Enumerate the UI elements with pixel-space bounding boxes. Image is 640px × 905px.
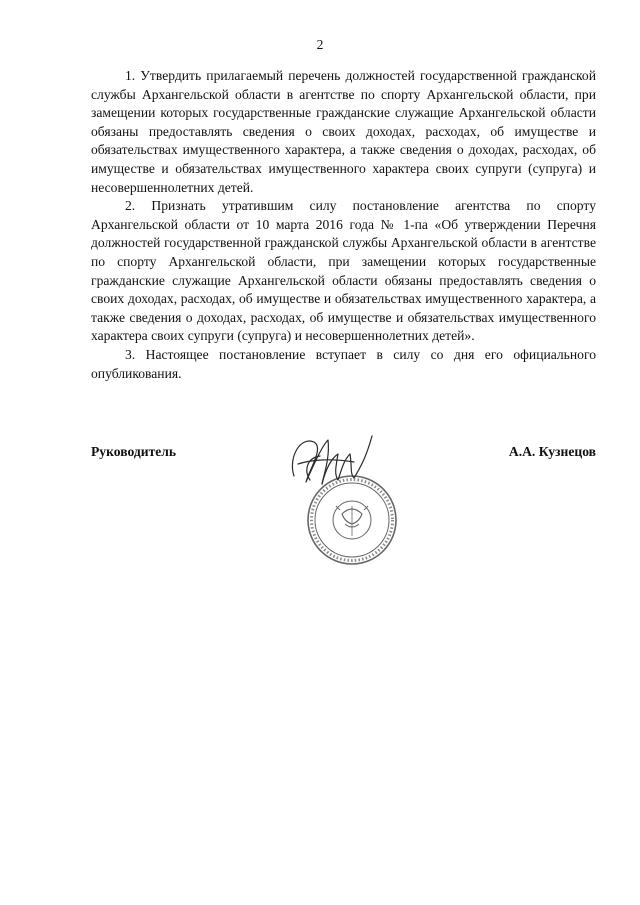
paragraph-2: 2. Признать утратившим силу постановление агентства по спорту Архангельской области от 10 марта 2016 года № 1-па «Об утверждении Перечня должностей государственной гражданской службы Архангельской области в агентстве по спорту Архангельской области, при замещении которых государственные гражданские служащие Архангельской области обязаны предоставлять сведения о своих доходах, расходах, об имуществе и обязательствах имущественного характера, а также сведения о доходах, расходах, об имуществе и обязательствах имущественного характера своих супруги (супруга) и несовершеннолетних детей». [91, 198, 596, 344]
page-number: 2 [316, 37, 324, 52]
paragraph-3: 3. Настоящее постановление вступает в силу со дня его официального опубликования. [91, 346, 596, 381]
document-body [91, 67, 596, 383]
seal-stamp [308, 476, 396, 564]
official-seal-icon [280, 418, 420, 568]
signer-position: Руководитель [91, 444, 177, 459]
paragraph-1: 1. Утвердить прилагаемый перечень должностей государственной гражданской службы Архангельской области в агентстве по спорту Архангельской области, при замещении которых государственные гражданские служащие Архангельской области обязаны предоставлять сведения о своих доходах, расходах, об имуществе и обязательствах имущественного характера, а также сведения о доходах, расходах, об имуществе и обязательствах имущественного характера своих супруги (супруга) и несовершеннолетних детей. [91, 68, 596, 195]
signer-name: А.А. Кузнецов [508, 444, 596, 459]
